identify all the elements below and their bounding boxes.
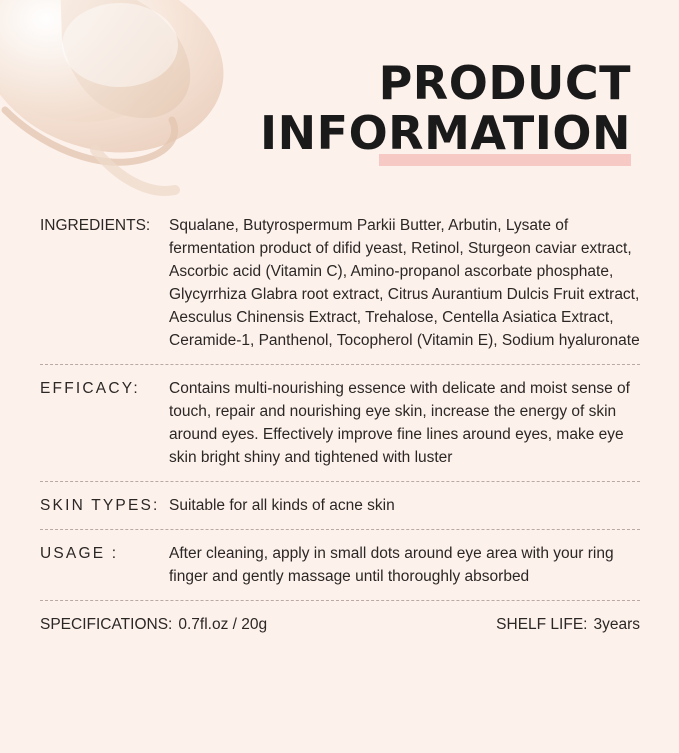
section-ingredients-label: INGREDIENTS: <box>40 217 151 234</box>
divider-3 <box>40 529 640 530</box>
footer-row <box>40 613 640 636</box>
section-ingredients-value: Squalane, Butyrospermum Parkii Butter, Arbutin, Lysate of fermentation product of difid yeast, Retinol, Sturgeon caviar extract, Ascorbic acid (Vitamin C), Amino-propanol ascorbate phosphate, Glycyrrhiza Glabra root extract, Citrus Aurantium Dulcis Fruit extract, Aesculus Chinensis Extract, Trehalose, Centella Asiatica Extract, Ceramide-1, Panthenol, Tocopherol (Vitamin E), Sodium hyaluronate <box>169 217 640 349</box>
divider-4 <box>40 600 640 601</box>
section-usage-label: USAGE : <box>40 545 119 562</box>
section-skin-types <box>40 494 640 517</box>
section-usage-value: After cleaning, apply in small dots around eye area with your ring finger and gently massage until thoroughly absorbed <box>169 545 614 585</box>
divider-1 <box>40 364 640 365</box>
shelf-life-label: SHELF LIFE: <box>496 616 588 633</box>
section-efficacy-value: Contains multi-nourishing essence with delicate and moist sense of touch, repair and nourishing eye skin, increase the energy of skin around eyes. Effectively improve fine lines around eyes, make eye skin bright shiny and tightened with luster <box>169 380 630 466</box>
section-efficacy <box>40 377 640 469</box>
page-title <box>161 58 631 158</box>
shelf-life-value: 3years <box>593 616 640 633</box>
section-ingredients <box>40 214 640 352</box>
title-line-1: PRODUCT <box>378 56 631 110</box>
product-information-body <box>40 214 640 636</box>
shelf-life <box>496 613 640 636</box>
specifications <box>40 613 267 636</box>
section-skin-types-label: SKIN TYPES: <box>40 497 160 514</box>
section-efficacy-label: EFFICACY: <box>40 380 140 397</box>
title-line-2: INFORMATION <box>260 106 631 160</box>
section-usage <box>40 542 640 588</box>
section-skin-types-value: Suitable for all kinds of acne skin <box>169 497 395 514</box>
specifications-value: 0.7fl.oz / 20g <box>178 616 268 633</box>
divider-2 <box>40 481 640 482</box>
specifications-label: SPECIFICATIONS: <box>40 616 173 633</box>
